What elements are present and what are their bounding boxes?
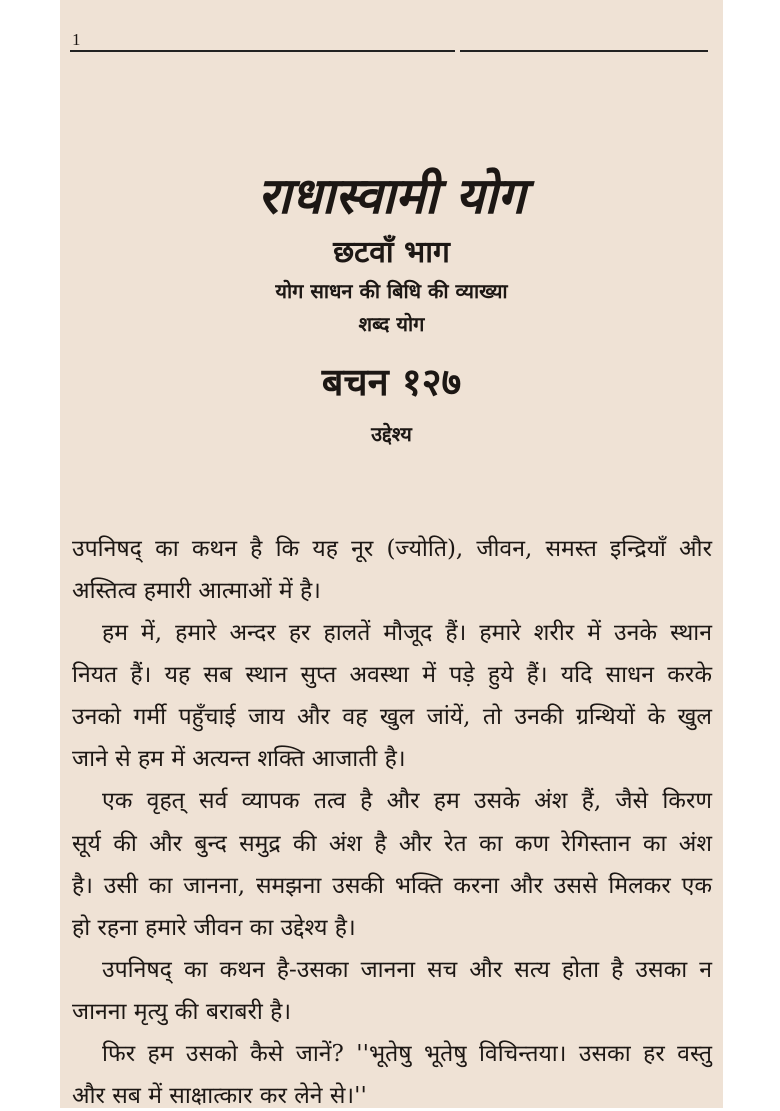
section-heading: उद्देश्य — [371, 422, 412, 446]
body-line: एक वृहत् सर्व व्यापक तत्व है और हम उसके अंश हैं, जैसे किरण — [102, 788, 712, 815]
book-title: राधास्वामी योग — [257, 166, 526, 225]
subtitle: योग साधन की बिधि की व्याख्या — [275, 279, 508, 303]
page-number: 1 — [72, 30, 81, 49]
header-rule-right — [460, 50, 708, 52]
body-line: जाने से हम में अत्यन्त शक्ति आजाती है। — [72, 746, 406, 773]
discourse-number: बचन १२७ — [321, 359, 462, 404]
body-line: उनको गर्मी पहुँचाई जाय और वह खुल जांयें, तो उनकी ग्रन्थियों के खुल — [72, 704, 712, 731]
body-line: जानना मृत्यु की बराबरी है। — [72, 998, 292, 1025]
body-line: और सब में साक्षात्कार कर लेने से।'' — [72, 1083, 367, 1109]
subtitle-shabd-yoga: शब्द योग — [358, 312, 425, 336]
body-line: उपनिषद् का कथन है-उसका जानना सच और सत्य होता है उसका न — [102, 956, 712, 983]
body-line: सूर्य की और बुन्द समुद्र की अंश है और रेत का कण रेगिस्तान का अंश — [72, 830, 712, 857]
body-line: नियत हैं। यह सब स्थान सुप्त अवस्था में पड़े हुये हैं। यदि साधन करके — [72, 662, 712, 689]
body-line: है। उसी का जानना, समझना उसकी भक्ति करना और उससे मिलकर एक — [72, 872, 712, 899]
body-line: उपनिषद् का कथन है कि यह नूर (ज्योति), जीवन, समस्त इन्द्रियाँ और — [72, 536, 712, 562]
body-line: अस्तित्व हमारी आत्माओं में है। — [72, 578, 321, 605]
part-heading: छटवाँ भाग — [333, 235, 450, 270]
body-line: फिर हम उसको कैसे जानें? ''भूतेषु भूतेषु विचिन्तया। उसका हर वस्तु — [102, 1040, 712, 1067]
body-line: हो रहना हमारे जीवन का उद्देश्य है। — [72, 914, 356, 941]
header-rule-left — [70, 50, 455, 52]
body-line: हम में, हमारे अन्दर हर हालतें मौजूद हैं। हमारे शरीर में उनके स्थान — [102, 620, 712, 647]
